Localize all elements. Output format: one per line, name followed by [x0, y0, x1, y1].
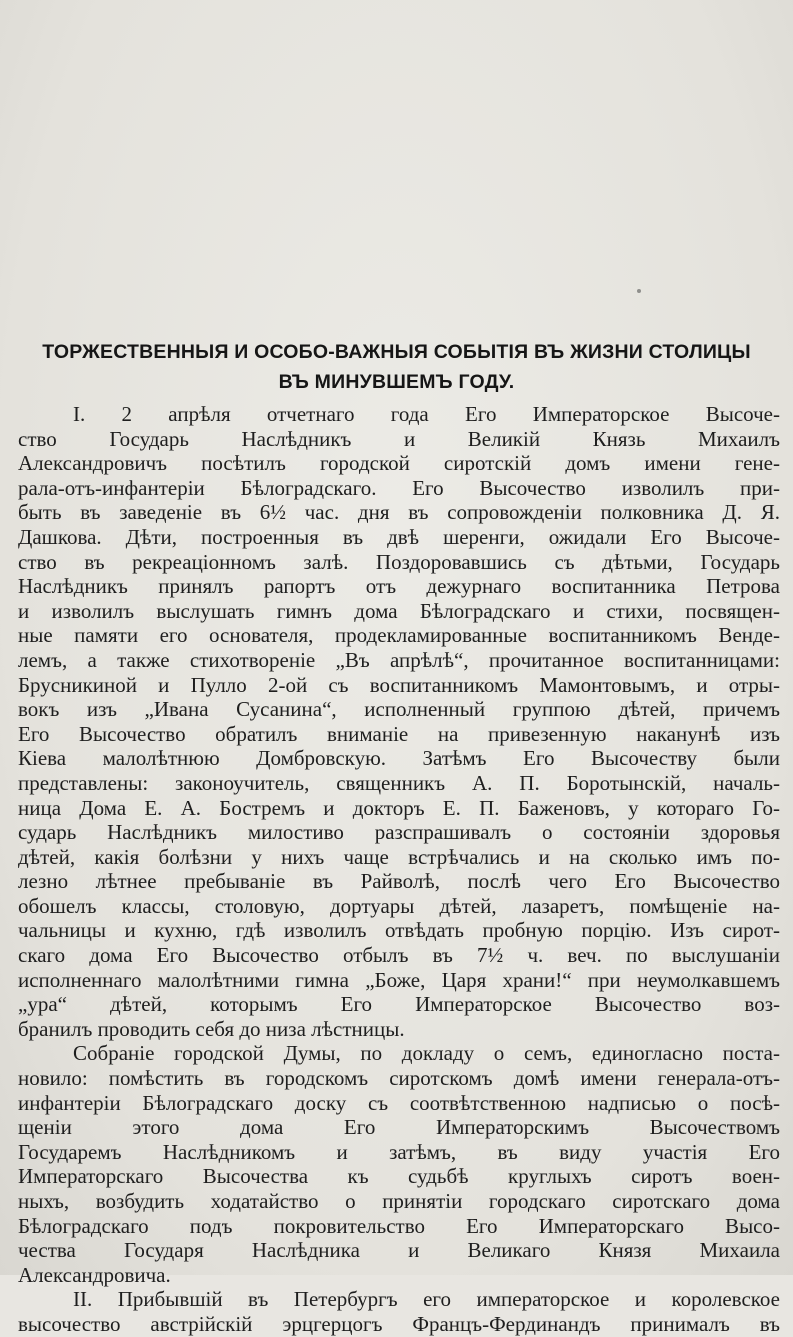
- text-line: бранилъ проводить себя до низа лѣстницы.: [18, 1016, 405, 1041]
- text-line: быть въ заведеніе въ 6½ час. дня въ сопровожденіи полковника Д. Я.: [18, 500, 780, 525]
- text-line: Императорскаго Высочества къ судьбѣ круглыхъ сиротъ воен-: [18, 1164, 780, 1189]
- text-line: Александровичъ посѣтилъ городской сиротскій домъ имени гене-: [18, 451, 780, 476]
- text-line: обошелъ классы, столовую, дортуары дѣтей, лазаретъ, помѣщеніе на-: [18, 893, 780, 918]
- text-line: инфантеріи Бѣлоградскаго доску съ соотвѣтственною надписью о посѣ-: [18, 1090, 780, 1115]
- section-heading-line-1: ТОРЖЕСТВЕННЫЯ И ОСОБО-ВАЖНЫЯ СОБЫТІЯ ВЪ ЖИЗНИ СТОЛИЦЫ: [42, 341, 751, 363]
- text-line: вокъ изъ „Ивана Сусанина“, исполненный группою дѣтей, причемъ: [18, 697, 780, 722]
- text-line: Государемъ Наслѣдникомъ и затѣмъ, въ виду участія Его: [18, 1139, 780, 1164]
- text-line: Кіева малолѣтнюю Домбровскую. Затѣмъ Его Высочеству были: [18, 746, 780, 771]
- print-speck: [637, 289, 641, 293]
- text-line: дѣтей, какія болѣзни у нихъ чаще встрѣчались и на сколько имъ по-: [18, 844, 780, 869]
- text-line: лемъ, а также стихотвореніе „Въ апрѣлѣ“, прочитанное воспитанницами:: [18, 647, 780, 672]
- text-line: высочество австрійскій эрцгерцогъ Францъ-Фердинандъ принималъ въ: [18, 1311, 780, 1336]
- text-line: I. 2 апрѣля отчетнаго года Его Императорское Высоче-: [73, 402, 780, 426]
- text-line: ныхъ, возбудить ходатайство о принятіи городскаго сиротскаго дома: [18, 1189, 780, 1213]
- text-line: ство Государь Наслѣдникъ и Великій Князь Михаилъ: [18, 426, 780, 451]
- text-line: Дашкова. Дѣти, построенныя въ двѣ шеренги, ожидали Его Высоче-: [18, 524, 780, 549]
- text-line: скаго дома Его Высочество отбылъ въ 7½ ч. веч. по выслушаніи: [18, 943, 780, 968]
- text-line: лезно лѣтнее пребываніе въ Райволѣ, послѣ чего Его Высочество: [18, 869, 780, 894]
- text-line: ство въ рекреаціонномъ залѣ. Поздоровавшись съ дѣтьми, Государь: [18, 549, 780, 574]
- text-line: чальницы и кухню, гдѣ изволилъ отвѣдать пробную порцію. Изъ сирот-: [18, 918, 780, 943]
- text-line: щеніи этого дома Его Императорскимъ Высочествомъ: [18, 1115, 780, 1140]
- text-line: II. Прибывшій въ Петербургъ его императорское и королевское: [73, 1287, 780, 1312]
- text-line: Бѣлоградскаго подъ покровительство Его Императорскаго Высо-: [18, 1213, 780, 1238]
- text-line: „ура“ дѣтей, которымъ Его Императорское Высочество воз-: [18, 992, 780, 1017]
- text-line: рала-отъ-инфантеріи Бѣлоградскаго. Его Высочество изволилъ при-: [18, 475, 780, 500]
- body-text: [18, 402, 780, 1337]
- section-heading-line-2: ВЪ МИНУВШЕМЪ ГОДУ.: [278, 371, 515, 393]
- text-line: Брусникиной и Пулло 2-ой съ воспитанникомъ Мамонтовымъ, и отры-: [18, 672, 780, 697]
- text-line: представлены: законоучитель, священникъ А. П. Боротынскій, началь-: [18, 770, 780, 795]
- text-line: ные памяти его основателя, продекламированные воспитанникомъ Венде-: [18, 623, 780, 648]
- text-line: Его Высочество обратилъ вниманіе на привезенную наканунѣ изъ: [18, 721, 780, 746]
- text-line: и изволилъ выслушать гимнъ дома Бѣлоградскаго и стихи, посвящен-: [18, 598, 780, 623]
- text-line: сударь Наслѣдникъ милостиво разспрашивалъ о состояніи здоровья: [18, 820, 780, 845]
- text-line: чества Государя Наслѣдника и Великаго Князя Михаила: [18, 1238, 780, 1263]
- text-line: Собраніе городской Думы, по докладу о семъ, единогласно поста-: [73, 1041, 780, 1066]
- text-line: ница Дома Е. А. Бостремъ и докторъ Е. П. Баженовъ, у котораго Го-: [18, 795, 780, 820]
- text-line: новило: помѣстить въ городскомъ сиротскомъ домѣ имени генерала-отъ-: [18, 1066, 780, 1091]
- text-line: Александровича.: [18, 1262, 171, 1287]
- text-line: Наслѣдникъ принялъ рапортъ отъ дежурнаго воспитанника Петрова: [18, 574, 780, 599]
- text-line: исполненнаго малолѣтними гимна „Боже, Царя храни!“ при неумолкавшемъ: [18, 967, 780, 992]
